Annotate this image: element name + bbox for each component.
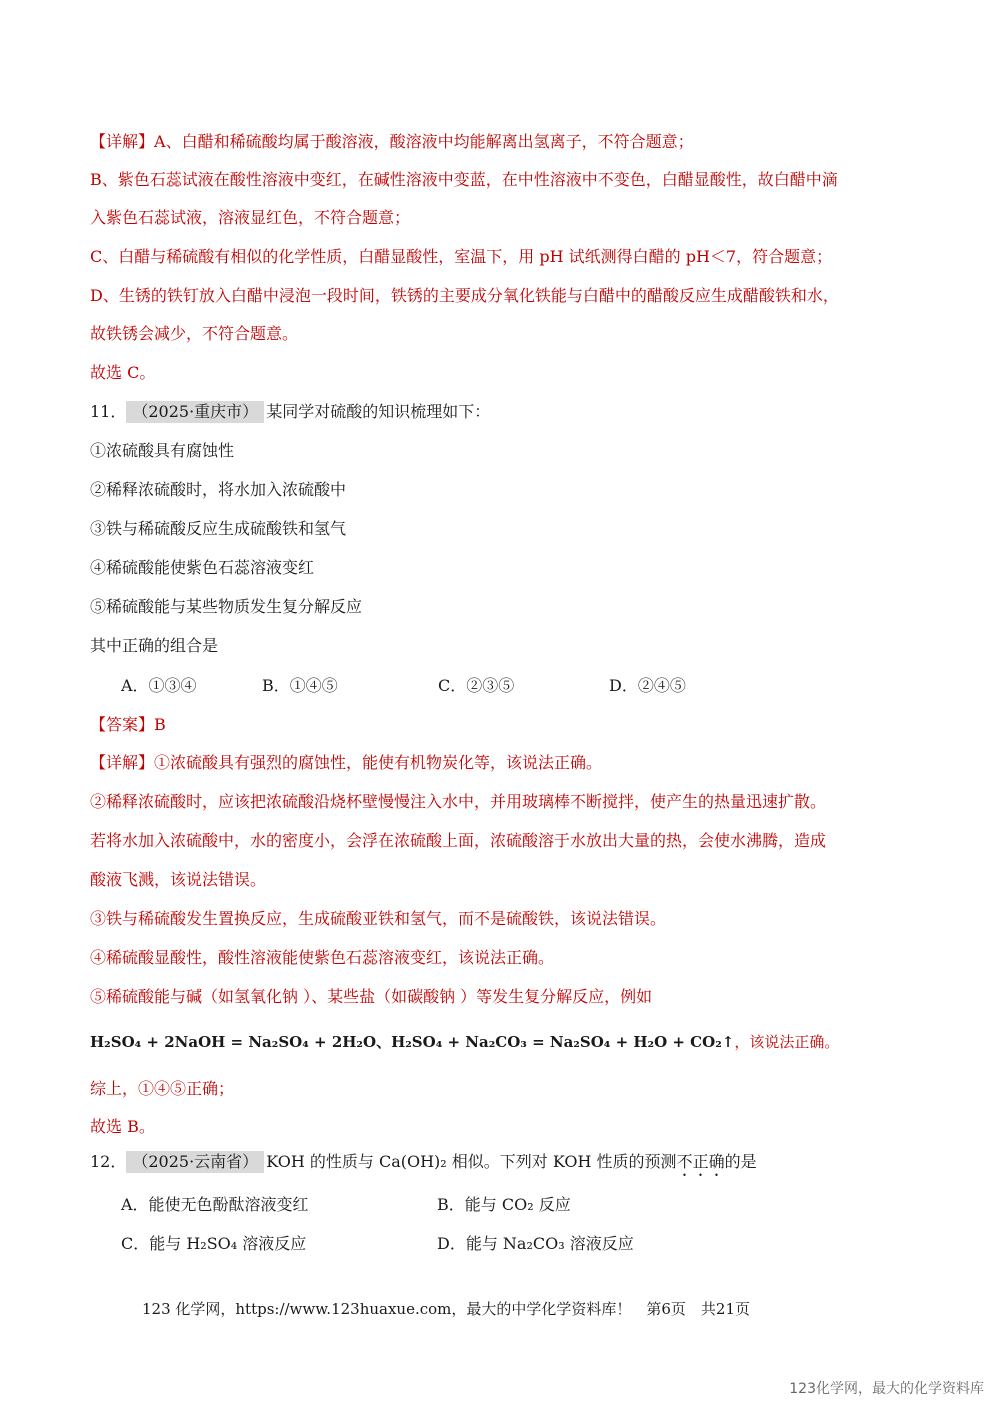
q10-detail-line4: C、白醋与稀硫酸有相似的化学性质，白醋显酸性，室温下，用 pH 试纸测得白醋的 pH＜7，符合题意； — [90, 247, 833, 266]
q12-emphasis: 不正确 — [676, 1152, 725, 1171]
q10-detail-line2: B、紫色石蕊试液在酸性溶液中变红，在碱性溶液中变蓝，在中性溶液中不变色，白醋显酸性，故白醋中滴 — [90, 170, 838, 189]
q12-option-c: C．能与 H₂SO₄ 溶液反应 — [121, 1234, 307, 1253]
q12-option-b: B．能与 CO₂ 反应 — [437, 1195, 571, 1214]
q10-choice: 故选 C。 — [90, 363, 156, 382]
q11-equation-tail: ，该说法正确。 — [734, 1033, 840, 1051]
q12-number: 12． — [90, 1152, 127, 1171]
q11-equation-formula: H₂SO₄ + 2NaOH = Na₂SO₄ + 2H₂O、H₂SO₄ + Na₂CO₃ = Na₂SO₄ + H₂O + CO₂↑ — [90, 1033, 735, 1051]
q11-item-1: ①浓硫酸具有腐蚀性 — [90, 441, 235, 460]
page-footer: 123 化学网，https://www.123huaxue.com，最大的中学化学资料库！ 第6页 共21页 — [141, 1300, 751, 1318]
q10-detail-tag: 【详解】 — [90, 132, 155, 151]
q10-detail-line6: 故铁锈会减少，不符合题意。 — [90, 324, 299, 343]
q11-detail-line2: ②稀释浓硫酸时，应该把浓硫酸沿烧杯壁慢慢注入水中，并用玻璃棒不断搅拌，使产生的热量迅速扩散。 — [90, 792, 827, 811]
q11-answer: 【答案】B — [90, 715, 166, 734]
q12-option-d: D．能与 Na₂CO₃ 溶液反应 — [437, 1234, 634, 1253]
q11-item-3: ③铁与稀硫酸反应生成硫酸铁和氢气 — [90, 519, 347, 538]
q11-answer-tag: 【答案】 — [90, 715, 155, 734]
q11-item-2: ②稀释浓硫酸时，将水加入浓硫酸中 — [90, 480, 347, 499]
q12-option-a: A．能使无色酚酞溶液变红 — [121, 1195, 309, 1214]
q11-detail-line3: 若将水加入浓硫酸中，水的密度小，会浮在浓硫酸上面，浓硫酸溶于水放出大量的热，会使水沸腾，造成 — [90, 831, 827, 850]
q11-detail-line7: ⑤稀硫酸能与碱（如氢氧化钠 ）、某些盐（如碳酸钠 ）等发生复分解反应，例如 — [90, 987, 653, 1006]
q11-summary: 综上，①④⑤正确； — [90, 1079, 235, 1098]
q11-option-d: D．②④⑤ — [609, 676, 686, 695]
q10-detail-line3: 入紫色石蕊试液，溶液显红色，不符合题意； — [90, 208, 411, 227]
q12-source-badge: （2025·云南省） — [126, 1151, 264, 1173]
q11-number: 11． — [90, 402, 127, 421]
q11-option-c: C．②③⑤ — [438, 676, 515, 695]
q11-detail-line4: 酸液飞溅，该说法错误。 — [90, 870, 267, 889]
q11-detail-line6: ④稀硫酸显酸性，酸性溶液能使紫色石蕊溶液变红，该说法正确。 — [90, 948, 555, 967]
q11-detail-line5: ③铁与稀硫酸发生置换反应，生成硫酸亚铁和氢气，而不是硫酸铁，该说法错误。 — [90, 909, 667, 928]
q12-stem: 12． （2025·云南省） KOH 的性质与 Ca(OH)₂ 相似。下列对 KOH 性质的预测不正确的是 — [90, 1152, 757, 1171]
q11-option-a: A．①③④ — [121, 676, 197, 695]
q11-item-5: ⑤稀硫酸能与某些物质发生复分解反应 — [90, 597, 363, 616]
q10-detail-line1: 【详解】A、白醋和稀硫酸均属于酸溶液，酸溶液中均能解离出氢离子，不符合题意； — [90, 132, 694, 151]
q11-option-b: B．①④⑤ — [262, 676, 338, 695]
q11-stem: 11． （2025·重庆市） 某同学对硫酸的知识梳理如下： — [90, 402, 491, 421]
q11-detail-tag: 【详解】 — [90, 753, 155, 772]
q11-equation — [90, 1030, 839, 1054]
q11-source-badge: （2025·重庆市） — [126, 401, 264, 423]
q11-ask: 其中正确的组合是 — [90, 636, 219, 655]
q11-choice: 故选 B。 — [90, 1117, 155, 1136]
q11-item-4: ④稀硫酸能使紫色石蕊溶液变红 — [90, 558, 315, 577]
q10-detail-line5: D、生锈的铁钉放入白醋中浸泡一段时间，铁锈的主要成分氧化铁能与白醋中的醋酸反应生成醋酸铁和水， — [90, 286, 839, 305]
watermark: 123化学网，最大的化学资料库 — [789, 1381, 984, 1397]
q11-detail-line1: 【详解】①浓硫酸具有强烈的腐蚀性，能使有机物炭化等，该说法正确。 — [90, 753, 603, 772]
